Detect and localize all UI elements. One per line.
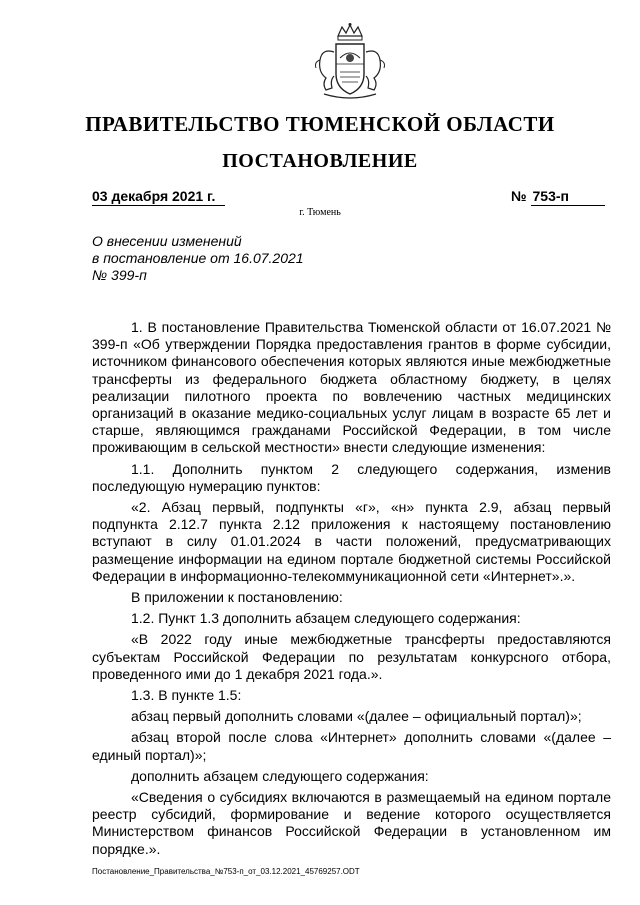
- body-paragraph: 1. В постановление Правительства Тюменской области от 16.07.2021 № 399-п «Об утверждении Порядка предоставления грантов в форме субсидии, источником финансового обеспечения которых являются иные межбюджетные трансферты из федерального бюджета областному бюджету, в целях реализации пилотного проекта по вовлечению частных медицинских организаций в оказание медико-социальных услуг лицам в возрасте 65 лет и старше, являющимся гражданами Российской Федерации, в том числе проживающим в сельской местности» внести следующие изменения:: [92, 319, 611, 456]
- document-date: 03 декабря 2021 г.: [92, 188, 225, 206]
- subject-line: № 399-п: [92, 267, 147, 283]
- body-paragraph: дополнить абзацем следующего содержания:: [131, 767, 429, 784]
- body-paragraph: В приложении к постановлению:: [131, 589, 343, 606]
- body-paragraph: 1.2. Пункт 1.3 дополнить абзацем следующего содержания:: [131, 610, 521, 627]
- body-paragraph: 1.1. Дополнить пунктом 2 следующего содержания, изменив последующую нумерацию пунктов:: [92, 460, 611, 494]
- city-line: г. Тюмень: [299, 207, 341, 218]
- document-number-block: [511, 188, 605, 206]
- body-paragraph: абзац второй после слова «Интернет» дополнить словами «(далее – единый портал)»;: [92, 729, 611, 763]
- body-paragraph: 1.3. В пункте 1.5:: [131, 687, 242, 704]
- footer-file-name: Постановление_Правительства_№753-п_от_03.12.2021_45769257.ODT: [92, 867, 360, 876]
- document-type: ПОСТАНОВЛЕНИЕ: [222, 150, 418, 172]
- document-number: 753-п: [531, 188, 605, 206]
- number-prefix: №: [511, 188, 527, 204]
- document-subject: [92, 233, 304, 284]
- organization-name: ПРАВИТЕЛЬСТВО ТЮМЕНСКОЙ ОБЛАСТИ: [85, 112, 555, 136]
- body-paragraph: «Сведения о субсидиях включаются в размещаемый на едином портале реестр субсидий, формирование и ведение которого осуществляется Министерством финансов Российской Федерации в установленном им порядке.».: [92, 789, 611, 857]
- body-paragraph: «В 2022 году иные межбюджетные трансферты предоставляются субъектам Российской Федерации по результатам конкурсного отбора, проведенного ими до 1 декабря 2021 года.».: [92, 631, 611, 682]
- body-paragraph: «2. Абзац первый, подпункты «г», «н» пункта 2.9, абзац первый подпункта 2.12.7 пункта 2.12 приложения к настоящему постановлению вступают в силу 01.01.2024 в части положений, предусматривающих размещение информации на едином портале бюджетной системы Российской Федерации в информационно-телекоммуникационной сети «Интернет».».: [92, 499, 611, 584]
- subject-line: О внесении изменений: [92, 233, 242, 249]
- subject-line: в постановление от 16.07.2021: [92, 250, 304, 266]
- coat-of-arms-icon: [300, 22, 400, 104]
- body-paragraph: абзац первый дополнить словами «(далее – официальный портал)»;: [131, 708, 582, 725]
- document-body: [92, 319, 611, 862]
